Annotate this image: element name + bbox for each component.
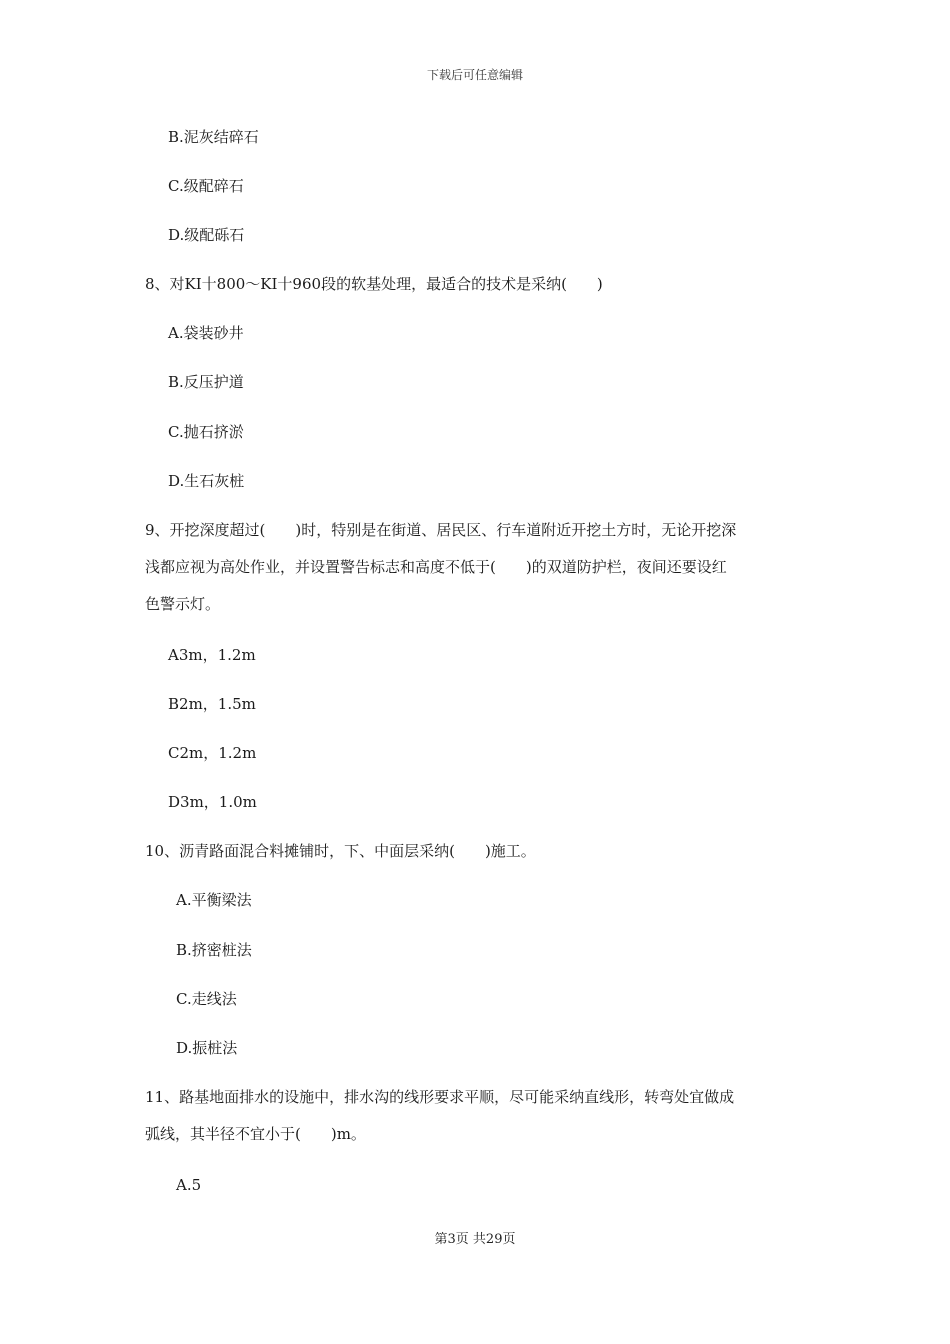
q8-stem: 8、对KI十800～KI十960段的软基处理，最适合的技术是采纳( ) bbox=[145, 275, 603, 293]
q9-stem-line-1: 9、开挖深度超过( )时，特别是在街道、居民区、行车道附近开挖土方时，无论开挖深 bbox=[145, 521, 737, 539]
q9-option-b: B2m，1.5m bbox=[168, 695, 256, 713]
q8-option-d: D.生石灰桩 bbox=[168, 472, 245, 490]
q8-option-c: C.抛石挤淤 bbox=[168, 423, 244, 441]
q11-stem-line-1: 11、路基地面排水的设施中，排水沟的线形要求平顺，尽可能采纳直线形，转弯处宜做成 bbox=[145, 1088, 735, 1106]
q8-option-b: B.反压护道 bbox=[168, 373, 244, 391]
q9-option-a: A3m，1.2m bbox=[168, 646, 256, 664]
q9-option-c: C2m，1.2m bbox=[168, 744, 257, 762]
q7-option-c: C.级配碎石 bbox=[168, 177, 244, 195]
page-footer: 第3页 共29页 bbox=[434, 1232, 516, 1247]
q8-option-a: A.袋装砂井 bbox=[168, 324, 244, 342]
page-header: 下载后可任意编辑 bbox=[426, 68, 523, 82]
q10-option-d: D.振桩法 bbox=[176, 1039, 238, 1057]
q10-stem: 10、沥青路面混合料摊铺时，下、中面层采纳( )施工。 bbox=[145, 842, 536, 860]
q9-stem-line-2: 浅都应视为高处作业，并设置警告标志和高度不低于( )的双道防护栏，夜间还要设红 bbox=[145, 558, 727, 576]
q7-option-d: D.级配砾石 bbox=[168, 226, 245, 244]
q7-option-b: B.泥灰结碎石 bbox=[168, 128, 259, 146]
q11-stem-line-2: 弧线，其半径不宜小于( )m。 bbox=[145, 1125, 366, 1143]
q10-option-c: C.走线法 bbox=[176, 990, 237, 1008]
q11-option-a: A.5 bbox=[176, 1176, 202, 1194]
q10-option-b: B.挤密桩法 bbox=[176, 941, 252, 959]
q9-stem-line-3: 色警示灯。 bbox=[145, 595, 221, 613]
q10-option-a: A.平衡梁法 bbox=[176, 891, 252, 909]
q9-option-d: D3m，1.0m bbox=[168, 793, 257, 811]
